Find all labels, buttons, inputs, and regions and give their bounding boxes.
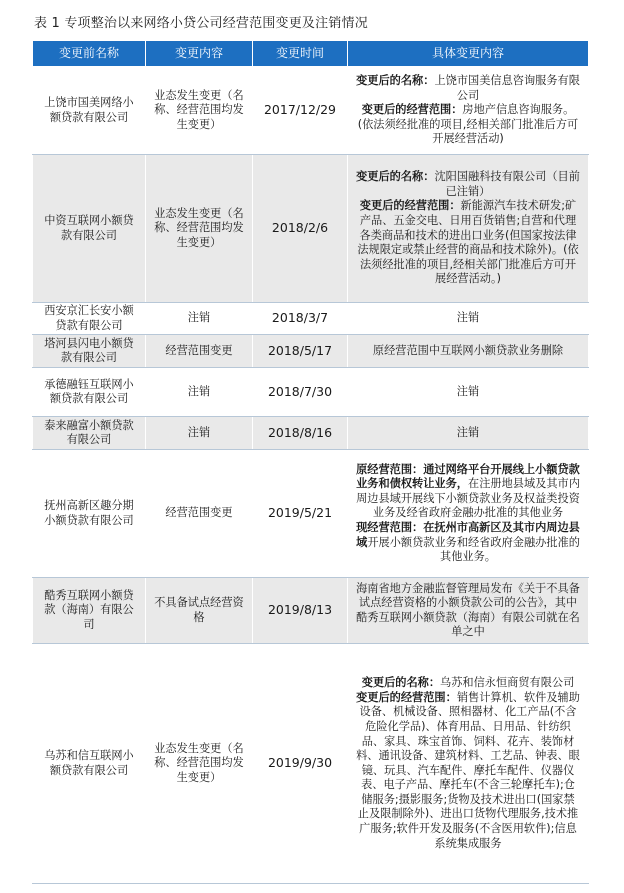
- cell-change-detail: [348, 368, 589, 417]
- cell-original-name: 塔河县闪电小额贷款有限公司: [33, 335, 146, 368]
- detail-text: 销售计算机、软件及辅助设备、机械设备、照相器材、化工产品(不含危险化学品)、体育用品、日用品、针纺织品、家具、珠宝首饰、饲料、花卉、装饰材料、通讯设备、建筑材料、工艺品、钟表、眼镜、玩具、汽车配件、摩托车配件、仪器仪表、电子产品、摩托车(不含三轮摩托车);仓储服务;摄影服务;货物及技术进出口(国家禁止及限制除外)、进出口货物代理服务,技术推广服务;软件开发及服务(不含医用软件);信息系统集成服务: [356, 690, 580, 850]
- detail-paragraph: [356, 463, 580, 521]
- table-row: [33, 578, 589, 644]
- detail-paragraph: [356, 521, 580, 565]
- detail-text: 上饶市国美信息咨询服务有限公司: [434, 74, 580, 102]
- detail-paragraph: [356, 385, 580, 400]
- detail-paragraph: [356, 74, 580, 103]
- detail-paragraph: [356, 426, 580, 441]
- detail-text: 海南省地方金融监督管理局发布《关于不具备试点经营资格的小额贷款公司的公告》，其中酷秀互联网小额贷款（海南）有限公司就在名单之中: [356, 581, 580, 639]
- company-change-table: [32, 40, 589, 884]
- detail-text: 新能源汽车技术研发;矿产品、五金交电、日用百货销售;自营和代理各类商品和技术的进出口业务(但国家按法律法规限定或禁止经营的商品和技术除外)。(依法须经批准的项目,经相关部门批准后方可开展经营活动。): [357, 199, 579, 286]
- detail-text: 乌苏和信永恒商贸有限公司: [440, 676, 575, 690]
- table-header-row: [33, 41, 589, 67]
- cell-change-date: 2018/7/30: [253, 368, 348, 417]
- detail-text: 注销: [456, 311, 480, 325]
- header-original-name: 变更前名称: [33, 41, 146, 67]
- cell-original-name: 承德融钰互联网小额贷款有限公司: [33, 368, 146, 417]
- detail-paragraph: [356, 582, 580, 640]
- cell-original-name: 泰来融富小额贷款有限公司: [33, 417, 146, 450]
- cell-change-content: 经营范围变更: [146, 335, 253, 368]
- table-row: [33, 417, 589, 450]
- detail-paragraph: [356, 344, 580, 359]
- table-row: [33, 335, 589, 368]
- cell-change-date: 2018/8/16: [253, 417, 348, 450]
- cell-change-detail: [348, 450, 589, 578]
- detail-paragraph: [356, 170, 580, 199]
- detail-label: 变更后的经营范围：: [356, 690, 457, 704]
- cell-original-name: 中资互联网小额贷款有限公司: [33, 155, 146, 303]
- detail-label: 变更后的名称：: [356, 74, 435, 88]
- detail-paragraph: [356, 199, 580, 287]
- header-change-detail: 具体变更内容: [348, 41, 589, 67]
- cell-change-date: 2018/5/17: [253, 335, 348, 368]
- detail-text: 房地产信息咨询服务。(依法须经批准的项目,经相关部门批准后方可开展经营活动): [357, 103, 579, 146]
- cell-change-content: 注销: [146, 417, 253, 450]
- table-caption: 表 1 专项整治以来网络小贷公司经营范围变更及注销情况: [34, 16, 368, 31]
- cell-change-content: 业态发生变更（名称、经营范围均发生变更）: [146, 155, 253, 303]
- detail-text: 在注册地县域及其市内周边县域开展线下小额贷款业务及权益类投资业务及经省政府金融办批准的其他业务: [356, 477, 580, 520]
- cell-original-name: 西安京汇长安小额贷款有限公司: [33, 303, 146, 335]
- cell-change-detail: [348, 335, 589, 368]
- cell-original-name: 乌苏和信互联网小额贷款有限公司: [33, 644, 146, 884]
- detail-label: 原经营范围：通过网络平台开展线上小额贷款业务和债权转让业务，: [356, 462, 580, 491]
- cell-original-name: 酷秀互联网小额贷款（海南）有限公司: [33, 578, 146, 644]
- cell-change-date: 2019/5/21: [253, 450, 348, 578]
- cell-change-date: 2019/8/13: [253, 578, 348, 644]
- header-change-date: 变更时间: [253, 41, 348, 67]
- table-row: [33, 368, 589, 417]
- table-row: [33, 450, 589, 578]
- cell-change-content: 业态发生变更（名称、经营范围均发生变更）: [146, 67, 253, 155]
- cell-change-detail: [348, 578, 589, 644]
- detail-label: 变更后的名称：: [361, 676, 441, 690]
- cell-change-detail: [348, 303, 589, 335]
- header-change-content: 变更内容: [146, 41, 253, 67]
- cell-change-content: 注销: [146, 303, 253, 335]
- cell-change-detail: [348, 644, 589, 884]
- detail-text: 注销: [456, 425, 480, 439]
- cell-change-date: 2019/9/30: [253, 644, 348, 884]
- detail-label: 变更后的经营范围：: [361, 103, 463, 117]
- detail-label: 现经营范围：在抚州市高新区及其市内周边县域: [356, 520, 580, 549]
- cell-change-date: 2018/2/6: [253, 155, 348, 303]
- table-row: [33, 644, 589, 884]
- table-row: [33, 155, 589, 303]
- table-row: [33, 67, 589, 155]
- detail-paragraph: [356, 691, 580, 852]
- cell-change-date: 2017/12/29: [253, 67, 348, 155]
- cell-change-content: 注销: [146, 368, 253, 417]
- cell-original-name: 上饶市国美网络小额贷款有限公司: [33, 67, 146, 155]
- detail-paragraph: [356, 103, 580, 147]
- detail-text: 原经营范围中互联网小额贷款业务删除: [372, 343, 564, 357]
- cell-original-name: 抚州高新区趣分期小额贷款有限公司: [33, 450, 146, 578]
- detail-text: 沈阳国融科技有限公司（目前已注销）: [434, 170, 580, 198]
- cell-change-content: 经营范围变更: [146, 450, 253, 578]
- detail-label: 变更后的经营范围：: [359, 199, 461, 213]
- cell-change-content: 业态发生变更（名称、经营范围均发生变更）: [146, 644, 253, 884]
- table-row: [33, 303, 589, 335]
- cell-change-detail: [348, 417, 589, 450]
- cell-change-date: 2018/3/7: [253, 303, 348, 335]
- detail-text: 开展小额贷款业务和经省政府金融办批准的其他业务。: [367, 535, 580, 564]
- cell-change-detail: [348, 155, 589, 303]
- detail-paragraph: [356, 311, 580, 326]
- detail-text: 注销: [456, 384, 480, 398]
- cell-change-detail: [348, 67, 589, 155]
- detail-paragraph: [356, 676, 580, 691]
- cell-change-content: 不具备试点经营资格: [146, 578, 253, 644]
- detail-label: 变更后的名称：: [356, 170, 435, 184]
